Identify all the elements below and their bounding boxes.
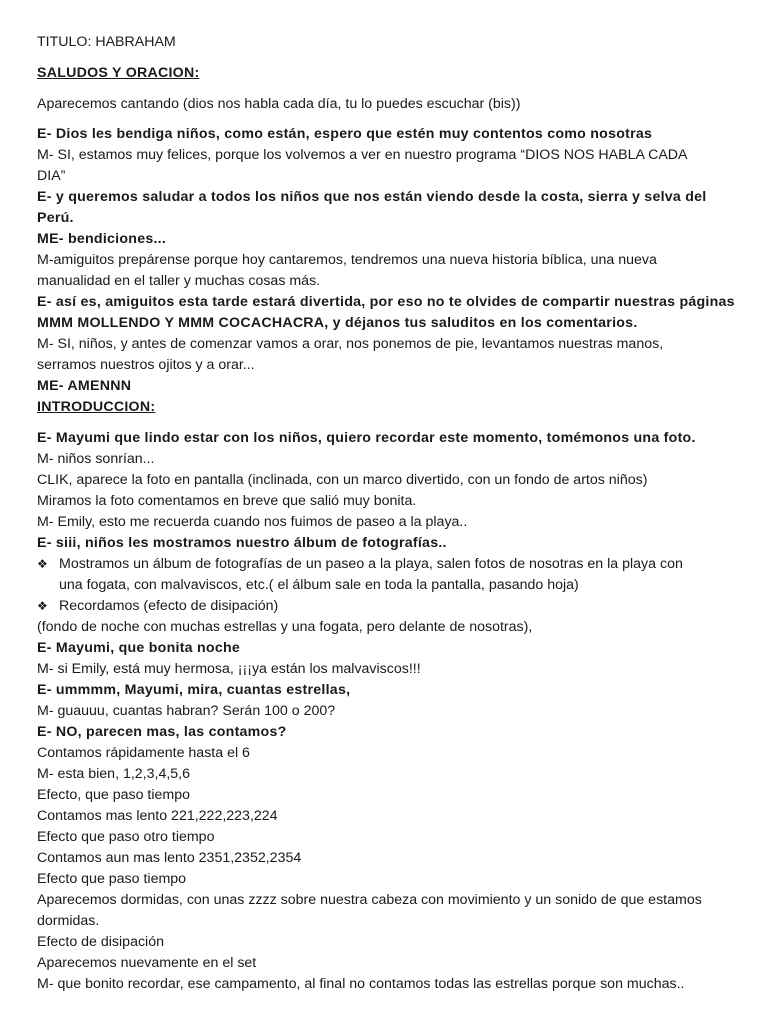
dialogue-line-cont: serramos nuestros ojitos y a orar... (37, 357, 255, 373)
dialogue-line: M- SI, niños, y antes de comenzar vamos a orar, nos ponemos de pie, levantamos nuestras manos, (37, 336, 664, 352)
stage-direction: Contamos mas lento 221,222,223,224 (37, 808, 278, 824)
dialogue-line-cont: DIA” (37, 168, 66, 184)
document-title: TITULO: HABRAHAM (37, 34, 176, 50)
dialogue-line: ME- bendiciones... (37, 231, 167, 247)
bullet-item: Recordamos (efecto de disipación) (59, 598, 279, 614)
dialogue-line-cont: MMM MOLLENDO Y MMM COCACHACRA, y déjanos tus saluditos en los comentarios. (37, 315, 638, 331)
dialogue-line: M- si Emily, está muy hermosa, ¡¡¡ya están los malvaviscos!!! (37, 661, 421, 677)
dialogue-line: M-amiguitos prepárense porque hoy cantaremos, tendremos una nueva historia bíblica, una nueva (37, 252, 657, 268)
dialogue-line: M- que bonito recordar, ese campamento, al final no contamos todas las estrellas porque son muchas.. (37, 976, 685, 992)
section-heading-introduccion: INTRODUCCION: (37, 399, 156, 415)
bullet-item-cont: una fogata, con malvaviscos, etc.( el álbum sale en toda la pantalla, pasando hoja) (59, 577, 579, 593)
stage-direction: Efecto, que paso tiempo (37, 787, 191, 803)
stage-direction: Efecto de disipación (37, 934, 164, 950)
bullet-item: Mostramos un álbum de fotografías de un paseo a la playa, salen fotos de nosotras en la playa con (59, 556, 683, 572)
dialogue-line: E- y queremos saludar a todos los niños que nos están viendo desde la costa, sierra y selva del (37, 189, 707, 205)
section-heading-saludos: SALUDOS Y ORACION: (37, 65, 200, 81)
diamond-bullet-icon: ❖ (37, 557, 48, 571)
dialogue-line: M- esta bien, 1,2,3,4,5,6 (37, 766, 191, 782)
stage-direction: Efecto que paso tiempo (37, 871, 187, 887)
stage-direction: Aparecemos cantando (dios nos habla cada día, tu lo puedes escuchar (bis)) (37, 96, 521, 112)
dialogue-line: M- SI, estamos muy felices, porque los volvemos a ver en nuestro programa “DIOS NOS HABLA CADA (37, 147, 688, 163)
dialogue-line: E- ummmm, Mayumi, mira, cuantas estrellas, (37, 682, 351, 698)
diamond-bullet-icon: ❖ (37, 599, 48, 613)
dialogue-line: M- Emily, esto me recuerda cuando nos fuimos de paseo a la playa.. (37, 514, 468, 530)
dialogue-line: ME- AMENNN (37, 378, 132, 394)
dialogue-line: E- Mayumi, que bonita noche (37, 640, 241, 656)
stage-direction: Efecto que paso otro tiempo (37, 829, 215, 845)
stage-direction: Aparecemos dormidas, con unas zzzz sobre nuestra cabeza con movimiento y un sonido de que estamos (37, 892, 702, 908)
stage-direction: CLIK, aparece la foto en pantalla (inclinada, con un marco divertido, con un fondo de artos niños) (37, 472, 648, 488)
dialogue-line: E- así es, amiguitos esta tarde estará divertida, por eso no te olvides de compartir nuestras páginas (37, 294, 735, 310)
dialogue-line-cont: Perú. (37, 210, 74, 226)
stage-direction: Contamos rápidamente hasta el 6 (37, 745, 250, 761)
stage-direction: Aparecemos nuevamente en el set (37, 955, 257, 971)
dialogue-line: E- siii, niños les mostramos nuestro álbum de fotografías.. (37, 535, 447, 551)
dialogue-line: M- niños sonrían... (37, 451, 155, 467)
stage-direction: (fondo de noche con muchas estrellas y una fogata, pero delante de nosotras), (37, 619, 533, 635)
stage-direction: Contamos aun mas lento 2351,2352,2354 (37, 850, 302, 866)
dialogue-line-cont: manualidad en el taller y muchas cosas más. (37, 273, 321, 289)
dialogue-line: M- guauuu, cuantas habran? Serán 100 o 200? (37, 703, 336, 719)
dialogue-line: E- NO, parecen mas, las contamos? (37, 724, 287, 740)
stage-direction: Miramos la foto comentamos en breve que salió muy bonita. (37, 493, 417, 509)
dialogue-line: E- Mayumi que lindo estar con los niños, quiero recordar este momento, tomémonos una foto. (37, 430, 696, 446)
stage-direction-cont: dormidas. (37, 913, 100, 929)
dialogue-line: E- Dios les bendiga niños, como están, espero que estén muy contentos como nosotras (37, 126, 653, 142)
